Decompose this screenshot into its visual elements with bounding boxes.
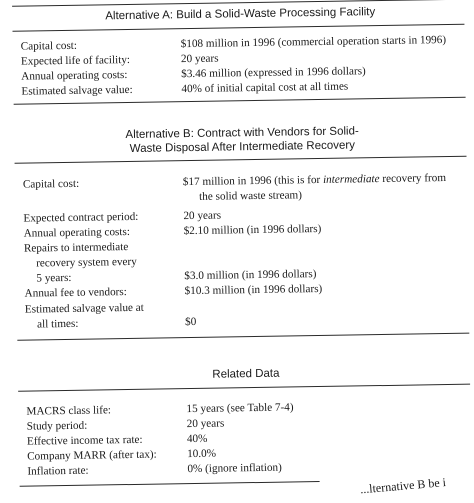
section-b-header-rule (15, 156, 467, 164)
capital-cost-row-a (20, 33, 471, 53)
macrs-value: 15 years (see Table 7-4) (186, 401, 294, 416)
facility-life-value: 20 years (180, 52, 219, 66)
operating-costs-value-a: $3.46 million (expressed in 1996 dollars) (181, 65, 366, 81)
capital-cost-value-b-emphasis: intermediate (322, 173, 380, 186)
macrs-row (26, 398, 474, 418)
repairs-label-line3: 5 years: (36, 271, 72, 285)
macrs-label: MACRS class life: (26, 404, 112, 418)
salvage-value-b: $0 (184, 315, 197, 329)
section-b-bottom-rule (17, 333, 469, 341)
salvage-label-line2: all times: (37, 317, 79, 331)
study-period-value: 20 years (186, 417, 225, 431)
tax-rate-value: 40% (186, 432, 208, 446)
capital-cost-label-b: Capital cost: (22, 177, 80, 191)
annual-fee-value: $10.3 million (in 1996 dollars) (184, 282, 323, 298)
section-a-bottom-rule (14, 97, 466, 105)
related-bottom-rule (20, 481, 320, 487)
repairs-label-line1: Repairs to intermediate (23, 241, 129, 255)
salvage-value-label-a: Estimated salvage value: (21, 83, 133, 98)
related-header-rule (18, 384, 470, 392)
section-a-title: Alternative A: Build a Solid-Waste Processing Facility (105, 6, 376, 23)
related-data-title: Related Data (212, 367, 280, 381)
inflation-value: 0% (ignore inflation) (187, 461, 282, 476)
section-a-header-rule (12, 24, 464, 32)
marr-label: Company MARR (after tax): (27, 448, 157, 463)
section-b-title-line1: Alternative B: Contract with Vendors for Solid- (125, 125, 359, 142)
tax-rate-row (26, 428, 474, 448)
repairs-label-line2: recovery system every (36, 255, 137, 270)
capital-cost-value-b-pre: $17 million in 1996 (this is for (182, 173, 324, 189)
inflation-label: Inflation rate: (27, 464, 89, 478)
contract-period-row (23, 205, 473, 225)
capital-cost-value-b (183, 171, 446, 189)
operating-costs-value-b: $2.10 million (in 1996 dollars) (183, 222, 322, 238)
study-period-label: Study period: (26, 419, 88, 433)
tax-rate-label: Effective income tax rate: (26, 433, 143, 448)
marr-value: 10.0% (187, 447, 217, 461)
operating-costs-label-b: Annual operating costs: (23, 225, 131, 240)
contract-period-value: 20 years (183, 209, 222, 223)
capital-cost-label-a: Capital cost: (20, 39, 78, 53)
contract-period-label: Expected contract period: (23, 210, 139, 225)
capital-cost-row-b (22, 171, 473, 191)
capital-cost-value-b-line2: the solid waste stream) (199, 189, 303, 203)
operating-costs-label-a: Annual operating costs: (21, 69, 128, 83)
salvage-label-line1: Estimated salvage value at (24, 301, 144, 316)
annual-fee-label: Annual fee to vendors: (24, 286, 127, 300)
capital-cost-value-b-post: recovery from (379, 172, 447, 186)
cutoff-text: ...lternative B be i (359, 475, 447, 497)
salvage-value-value-a: 40% of initial capital cost at all times (181, 80, 349, 96)
facility-life-label: Expected life of facility: (20, 53, 131, 68)
capital-cost-value-a: $108 million in 1996 (commercial operation starts in 1996) (180, 33, 447, 51)
repairs-value: $3.0 million (in 1996 dollars) (184, 268, 317, 283)
section-b-title-line2: Waste Disposal After Intermediate Recovery (129, 139, 356, 155)
